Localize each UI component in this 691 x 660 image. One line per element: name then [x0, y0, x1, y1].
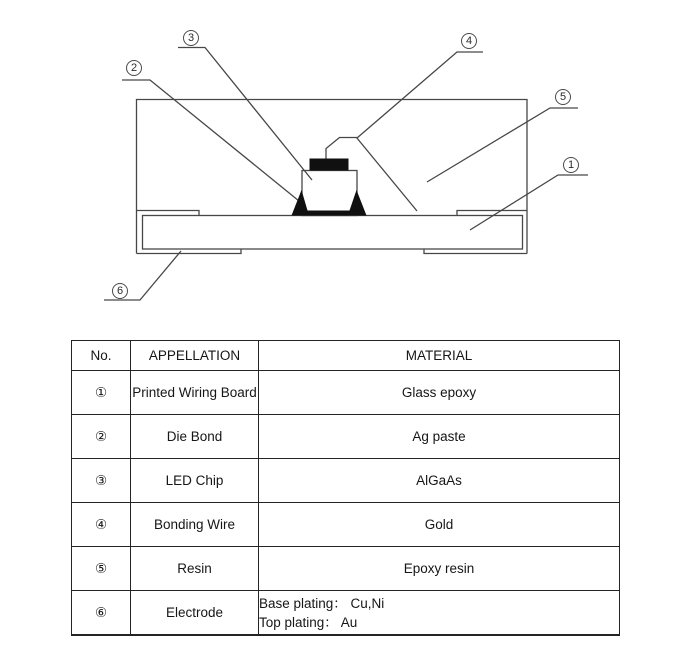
table-row — [72, 415, 620, 459]
leader-line-4 — [357, 52, 483, 138]
row-4-appellation: Bonding Wire — [131, 503, 259, 547]
row-3-no: ③ — [72, 459, 131, 503]
table-row — [72, 591, 620, 636]
row-4-no: ④ — [72, 503, 131, 547]
table-row — [72, 459, 620, 503]
header-material: MATERIAL — [259, 341, 620, 371]
row-3-material: AlGaAs — [259, 459, 620, 503]
row-5-appellation: Resin — [131, 547, 259, 591]
row-6-material-line-2: Top plating： Au — [259, 614, 358, 630]
callout-1-label: 1 — [567, 158, 575, 171]
callout-5 — [555, 89, 571, 105]
row-2-no: ② — [72, 415, 131, 459]
row-1-appellation: Printed Wiring Board — [131, 371, 259, 415]
row-5-material: Epoxy resin — [259, 547, 620, 591]
table-row — [72, 371, 620, 415]
row-6-material — [259, 591, 620, 636]
leader-line-3 — [178, 48, 312, 181]
row-6-appellation: Electrode — [131, 591, 259, 636]
electrode-pad-top-left — [137, 211, 200, 216]
callout-2 — [126, 60, 142, 76]
table-row — [72, 503, 620, 547]
row-6-material-line-1: Base plating： Cu,Ni — [259, 595, 385, 611]
callout-4-label: 4 — [465, 34, 473, 47]
pwb-core — [143, 216, 523, 250]
row-5-no: ⑤ — [72, 547, 131, 591]
row-2-material: Ag paste — [259, 415, 620, 459]
chip-top-electrode-bar — [310, 159, 349, 171]
callout-4 — [461, 33, 477, 49]
row-2-appellation: Die Bond — [131, 415, 259, 459]
callout-2-label: 2 — [130, 61, 138, 74]
leader-line-2 — [122, 80, 299, 201]
header-appellation: APPELLATION — [131, 341, 259, 371]
electrode-wrap-bottom-right — [424, 249, 527, 254]
callout-5-label: 5 — [559, 90, 567, 103]
callout-6 — [112, 283, 128, 299]
callout-3 — [183, 30, 199, 46]
leader-line-1 — [470, 175, 588, 230]
electrode-pad-top-right — [457, 211, 527, 216]
electrode-wrap-bottom-left — [137, 249, 242, 254]
table-row — [72, 547, 620, 591]
header-no: No. — [72, 341, 131, 371]
row-6-no: ⑥ — [72, 591, 131, 636]
row-3-appellation: LED Chip — [131, 459, 259, 503]
table-header-row — [72, 341, 620, 371]
row-1-no: ① — [72, 371, 131, 415]
parts-table — [71, 340, 620, 636]
row-1-material: Glass epoxy — [259, 371, 620, 415]
leader-line-5 — [427, 108, 578, 182]
callout-6-label: 6 — [116, 284, 124, 297]
callout-1 — [563, 157, 579, 173]
row-4-material: Gold — [259, 503, 620, 547]
callout-3-label: 3 — [187, 31, 195, 44]
